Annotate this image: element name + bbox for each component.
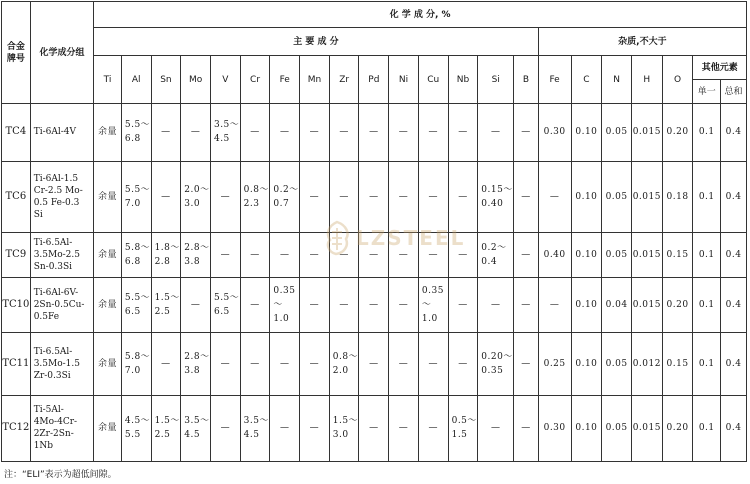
header-main-element: Mn <box>300 56 330 104</box>
main-element-value: — <box>300 277 330 333</box>
main-element-value: 3.5～ 4.5 <box>210 104 240 162</box>
header-grade: 合金 牌号 <box>2 2 31 104</box>
main-element-value: — <box>514 395 539 461</box>
header-impurity-element: O <box>662 56 693 104</box>
impurity-value: 0.20 <box>662 104 693 162</box>
header-main-element: Si <box>478 56 514 104</box>
table-row <box>2 161 747 232</box>
other-single-value: 0.1 <box>693 333 721 395</box>
header-main-element: Pd <box>359 56 389 104</box>
main-element-value: — <box>514 277 539 333</box>
alloy-grade: TC10 <box>2 277 31 333</box>
main-element-value: 2.0～ 3.0 <box>181 161 211 232</box>
impurity-value: 0.10 <box>571 161 602 232</box>
impurity-value: 0.15 <box>662 333 693 395</box>
table-row <box>2 333 747 395</box>
impurity-value: 0.25 <box>538 333 571 395</box>
main-element-value: 0.5～ 1.5 <box>448 395 478 461</box>
header-main-element: Sn <box>151 56 181 104</box>
impurity-value: 0.015 <box>631 232 662 277</box>
impurity-value: 0.30 <box>538 104 571 162</box>
header-impurity-element: N <box>602 56 632 104</box>
header-total: 总和 <box>721 80 747 104</box>
impurity-value: 0.20 <box>662 277 693 333</box>
impurity-value: 0.05 <box>602 161 632 232</box>
header-main-element: B <box>514 56 539 104</box>
header-composition: 化 学 成 分, % <box>94 2 747 28</box>
main-element-value: 3.5～ 4.5 <box>181 395 211 461</box>
other-total-value: 0.4 <box>721 395 747 461</box>
main-element-value: — <box>300 161 330 232</box>
impurity-value: 0.015 <box>631 277 662 333</box>
main-element-value: — <box>329 232 359 277</box>
impurity-value: 0.10 <box>571 395 602 461</box>
main-element-value: 3.5～ 4.5 <box>240 395 270 461</box>
main-element-value: — <box>448 104 478 162</box>
main-element-value: — <box>514 104 539 162</box>
header-other-elements: 其他元素 <box>693 56 747 80</box>
main-element-value: 0.8～ 2.3 <box>240 161 270 232</box>
header-single: 单一 <box>693 80 721 104</box>
header-main-element: Fe <box>270 56 300 104</box>
main-element-value: 2.8～ 3.8 <box>181 333 211 395</box>
other-single-value: 0.1 <box>693 161 721 232</box>
other-single-value: 0.1 <box>693 395 721 461</box>
other-single-value: 0.1 <box>693 277 721 333</box>
impurity-value: — <box>538 277 571 333</box>
main-element-value: — <box>210 161 240 232</box>
main-element-value: 0.15～ 0.40 <box>478 161 514 232</box>
main-element-value: 0.20～ 0.35 <box>478 333 514 395</box>
header-main-element: Nb <box>448 56 478 104</box>
table-row <box>2 277 747 333</box>
other-total-value: 0.4 <box>721 104 747 162</box>
alloy-grade: TC6 <box>2 161 31 232</box>
main-element-value: — <box>418 395 448 461</box>
main-element-value: — <box>270 104 300 162</box>
main-element-value: 余量 <box>94 333 122 395</box>
main-element-value: — <box>300 104 330 162</box>
main-element-value: — <box>329 161 359 232</box>
main-element-value: 余量 <box>94 277 122 333</box>
main-element-value: — <box>270 333 300 395</box>
header-main-element: Ni <box>389 56 419 104</box>
impurity-value: 0.20 <box>662 395 693 461</box>
main-element-value: — <box>240 333 270 395</box>
main-element-value: — <box>359 277 389 333</box>
impurity-value: 0.10 <box>571 104 602 162</box>
header-main-elements: 主 要 成 分 <box>94 28 539 56</box>
main-element-value: — <box>418 104 448 162</box>
header-impurity: 杂质,不大于 <box>538 28 746 56</box>
impurity-value: 0.015 <box>631 104 662 162</box>
main-element-value: — <box>210 395 240 461</box>
main-element-value: — <box>514 333 539 395</box>
main-element-value: 1.5～ 3.0 <box>329 395 359 461</box>
impurity-value: 0.05 <box>602 104 632 162</box>
main-element-value: 5.5～ 6.5 <box>121 277 151 333</box>
header-main-element: Cu <box>418 56 448 104</box>
main-element-value: 5.8～ 6.8 <box>121 232 151 277</box>
header-impurity-element: C <box>571 56 602 104</box>
main-element-value: — <box>478 395 514 461</box>
impurity-value: 0.40 <box>538 232 571 277</box>
main-element-value: — <box>151 161 181 232</box>
main-element-value: 1.8～ 2.8 <box>151 232 181 277</box>
main-element-value: 5.5～ 6.5 <box>210 277 240 333</box>
main-element-value: 5.5～ 7.0 <box>121 161 151 232</box>
main-element-value: 1.5～ 2.5 <box>151 395 181 461</box>
alloy-grade: TC11 <box>2 333 31 395</box>
other-total-value: 0.4 <box>721 232 747 277</box>
main-element-value: — <box>478 277 514 333</box>
main-element-value: — <box>418 232 448 277</box>
impurity-value: 0.05 <box>602 395 632 461</box>
header-group: 化学成分组 <box>30 2 94 104</box>
main-element-value: 5.8～ 7.0 <box>121 333 151 395</box>
impurity-value: 0.10 <box>571 333 602 395</box>
main-element-value: — <box>448 161 478 232</box>
other-total-value: 0.4 <box>721 333 747 395</box>
impurity-value: 0.012 <box>631 333 662 395</box>
composition-group: Ti-6Al-6V- 2Sn-0.5Cu- 0.5Fe <box>30 277 94 333</box>
header-main-element: Cr <box>240 56 270 104</box>
impurity-value: 0.15 <box>662 232 693 277</box>
composition-group: Ti-6.5Al- 3.5Mo-1.5 Zr-0.3Si <box>30 333 94 395</box>
alloy-grade: TC4 <box>2 104 31 162</box>
impurity-value: 0.05 <box>602 333 632 395</box>
main-element-value: 0.8～ 2.0 <box>329 333 359 395</box>
footnote: 注：“ELI”表示为超低间隙。 <box>4 470 117 480</box>
main-element-value: — <box>210 232 240 277</box>
table-row <box>2 232 747 277</box>
main-element-value: — <box>478 104 514 162</box>
main-element-value: 余量 <box>94 104 122 162</box>
main-element-value: — <box>300 333 330 395</box>
alloy-grade: TC12 <box>2 395 31 461</box>
main-element-value: — <box>151 333 181 395</box>
other-total-value: 0.4 <box>721 277 747 333</box>
main-element-value: — <box>389 104 419 162</box>
composition-group: Ti-6Al-4V <box>30 104 94 162</box>
header-main-element: Zr <box>329 56 359 104</box>
header-main-element: Mo <box>181 56 211 104</box>
composition-group: Ti-6Al-1.5 Cr-2.5 Mo- 0.5 Fe-0.3 Si <box>30 161 94 232</box>
impurity-value: 0.30 <box>538 395 571 461</box>
main-element-value: — <box>240 277 270 333</box>
main-element-value: 0.35～ 1.0 <box>270 277 300 333</box>
impurity-value: 0.10 <box>571 232 602 277</box>
table-row <box>2 395 747 461</box>
table-row <box>2 104 747 162</box>
main-element-value: — <box>389 333 419 395</box>
impurity-value: 0.05 <box>602 232 632 277</box>
header-main-element: Al <box>121 56 151 104</box>
header-impurity-element: Fe <box>538 56 571 104</box>
main-element-value: — <box>448 232 478 277</box>
main-element-value: — <box>329 277 359 333</box>
impurity-value: 0.10 <box>571 277 602 333</box>
main-element-value: — <box>210 333 240 395</box>
main-element-value: — <box>448 277 478 333</box>
main-element-value: 余量 <box>94 161 122 232</box>
main-element-value: 余量 <box>94 232 122 277</box>
header-main-element: Ti <box>94 56 122 104</box>
main-element-value: — <box>270 232 300 277</box>
header-main-element: V <box>210 56 240 104</box>
other-single-value: 0.1 <box>693 232 721 277</box>
impurity-value: — <box>538 161 571 232</box>
composition-group: Ti-5Al- 4Mo-4Cr- 2Zr-2Sn- 1Nb <box>30 395 94 461</box>
main-element-value: — <box>359 104 389 162</box>
other-single-value: 0.1 <box>693 104 721 162</box>
main-element-value: — <box>181 104 211 162</box>
main-element-value: — <box>389 277 419 333</box>
alloy-grade: TC9 <box>2 232 31 277</box>
main-element-value: 2.8～ 3.8 <box>181 232 211 277</box>
main-element-value: 0.35～ 1.0 <box>418 277 448 333</box>
composition-table <box>1 1 747 462</box>
main-element-value: — <box>514 232 539 277</box>
main-element-value: 0.2～ 0.7 <box>270 161 300 232</box>
main-element-value: — <box>270 395 300 461</box>
main-element-value: — <box>389 161 419 232</box>
impurity-value: 0.18 <box>662 161 693 232</box>
header-impurity-element: H <box>631 56 662 104</box>
impurity-value: 0.015 <box>631 395 662 461</box>
main-element-value: — <box>181 277 211 333</box>
main-element-value: 1.5～ 2.5 <box>151 277 181 333</box>
main-element-value: 5.5～ 6.8 <box>121 104 151 162</box>
main-element-value: — <box>151 104 181 162</box>
main-element-value: — <box>389 395 419 461</box>
watermark-text: LZSTEEL <box>356 226 466 250</box>
main-element-value: — <box>418 333 448 395</box>
composition-group: Ti-6.5Al- 3.5Mo-2.5 Sn-0.3Si <box>30 232 94 277</box>
main-element-value: — <box>359 395 389 461</box>
main-element-value: — <box>389 232 419 277</box>
main-element-value: 0.2～ 0.4 <box>478 232 514 277</box>
impurity-value: 0.04 <box>602 277 632 333</box>
main-element-value: — <box>359 161 389 232</box>
impurity-value: 0.015 <box>631 161 662 232</box>
main-element-value: 余量 <box>94 395 122 461</box>
main-element-value: — <box>329 104 359 162</box>
main-element-value: — <box>300 232 330 277</box>
main-element-value: — <box>240 104 270 162</box>
main-element-value: — <box>300 395 330 461</box>
main-element-value: — <box>448 333 478 395</box>
main-element-value: — <box>514 161 539 232</box>
other-total-value: 0.4 <box>721 161 747 232</box>
main-element-value: — <box>359 232 389 277</box>
main-element-value: — <box>359 333 389 395</box>
main-element-value: — <box>240 232 270 277</box>
main-element-value: 4.5～ 5.5 <box>121 395 151 461</box>
main-element-value: — <box>418 161 448 232</box>
